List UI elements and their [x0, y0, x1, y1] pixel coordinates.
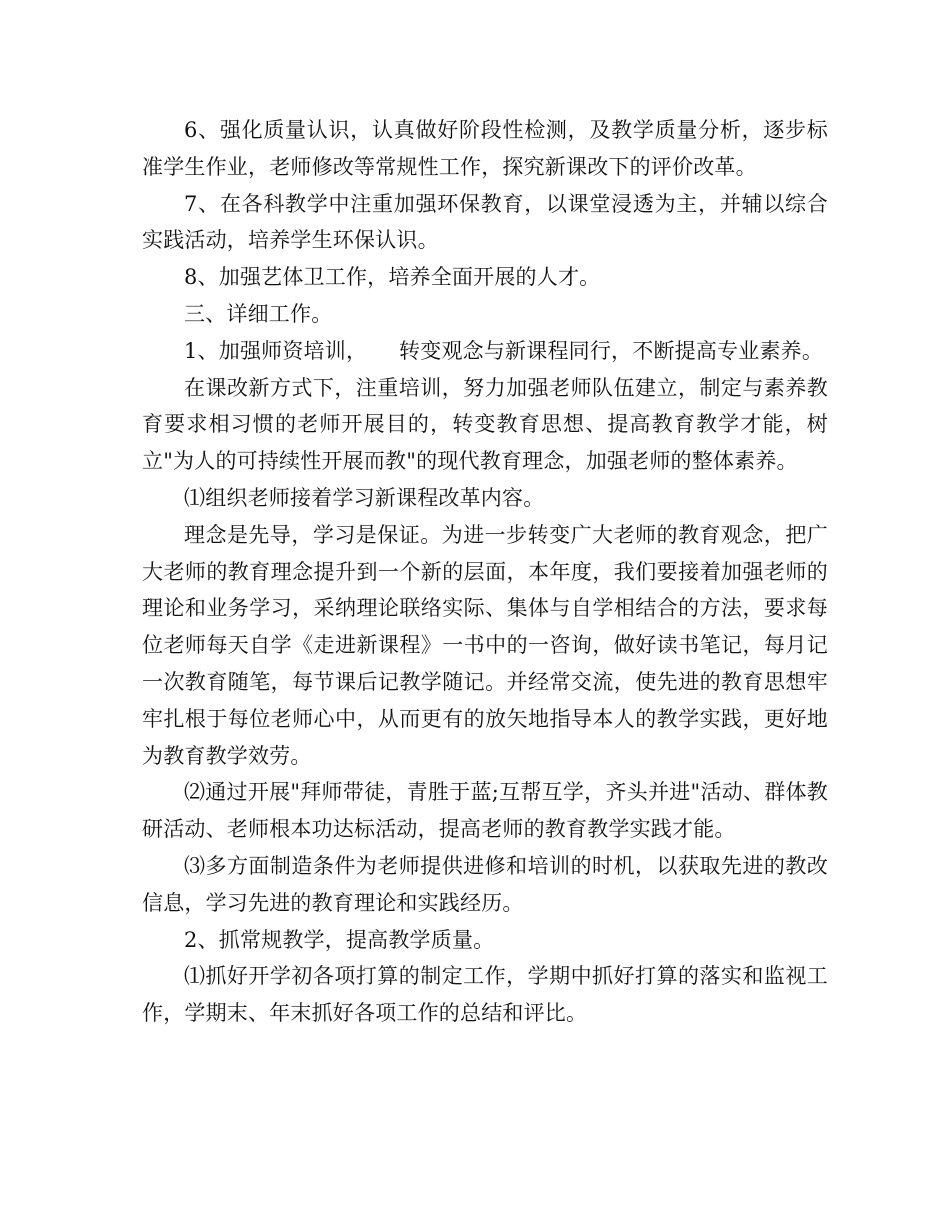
paragraph-training-under-reform: 在课改新方式下，注重培训，努力加强老师队伍建立，制定与素养教育要求相习惯的老师开展目的，转变教育思想、提高教育教学才能，树立"为人的可持续性开展而教"的现代教育理念，加强老师的整体素养。: [142, 375, 828, 474]
item-mentoring-activities: ⑵通过开展"拜师带徒，青胜于蓝;互帮互学，齐头并进"活动、群体教研活动、老师根本功达标活动，提高老师的教育教学实践才能。: [142, 780, 828, 842]
item-further-training: ⑶多方面制造条件为老师提供进修和培训的时机，以获取先进的教改信息，学习先进的教育理论和实践经历。: [142, 853, 828, 915]
subheading-teacher-training: 1、加强师资培训， 转变观念与新课程同行，不断提高专业素养。: [184, 338, 824, 363]
paragraph-environmental-education: 7、在各科教学中注重加强环保教育，以课堂浸透为主，并辅以综合实践活动，培养学生环保认识。: [142, 191, 828, 253]
item-organize-study: ⑴组织老师接着学习新课程改革内容。: [184, 485, 545, 510]
paragraph-arts-sports-health: 8、加强艺体卫工作，培养全面开展的人才。: [184, 265, 601, 290]
subheading-regular-teaching: 2、抓常规教学，提高教学质量。: [184, 927, 495, 952]
paragraph-theory-guidance: 理念是先导，学习是保证。为进一步转变广大老师的教育观念，把广大老师的教育理念提升到一个新的层面，本年度，我们要接着加强老师的理论和业务学习，采纳理论联络实际、集体与自学相结合的方法，要求每位老师每天自学《走进新课程》一书中的一咨询，做好读书笔记，每月记一次教育随笔，每节课后记教学随记。并经常交流，使先进的教育思想牢牢扎根于每位老师心中，从而更有的放矢地指导本人的教学实践，更好地为教育教学效劳。: [142, 522, 828, 768]
section-heading-detailed-work: 三、详细工作。: [184, 301, 333, 326]
document-body: [142, 112, 828, 1032]
item-plan-implementation: ⑴抓好开学初各项打算的制定工作，学期中抓好打算的落实和监视工作，学期末、年末抓好各项工作的总结和评比。: [142, 964, 828, 1026]
paragraph-quality-awareness: 6、强化质量认识，认真做好阶段性检测，及教学质量分析，逐步标准学生作业，老师修改等常规性工作，探究新课改下的评价改革。: [142, 118, 828, 179]
